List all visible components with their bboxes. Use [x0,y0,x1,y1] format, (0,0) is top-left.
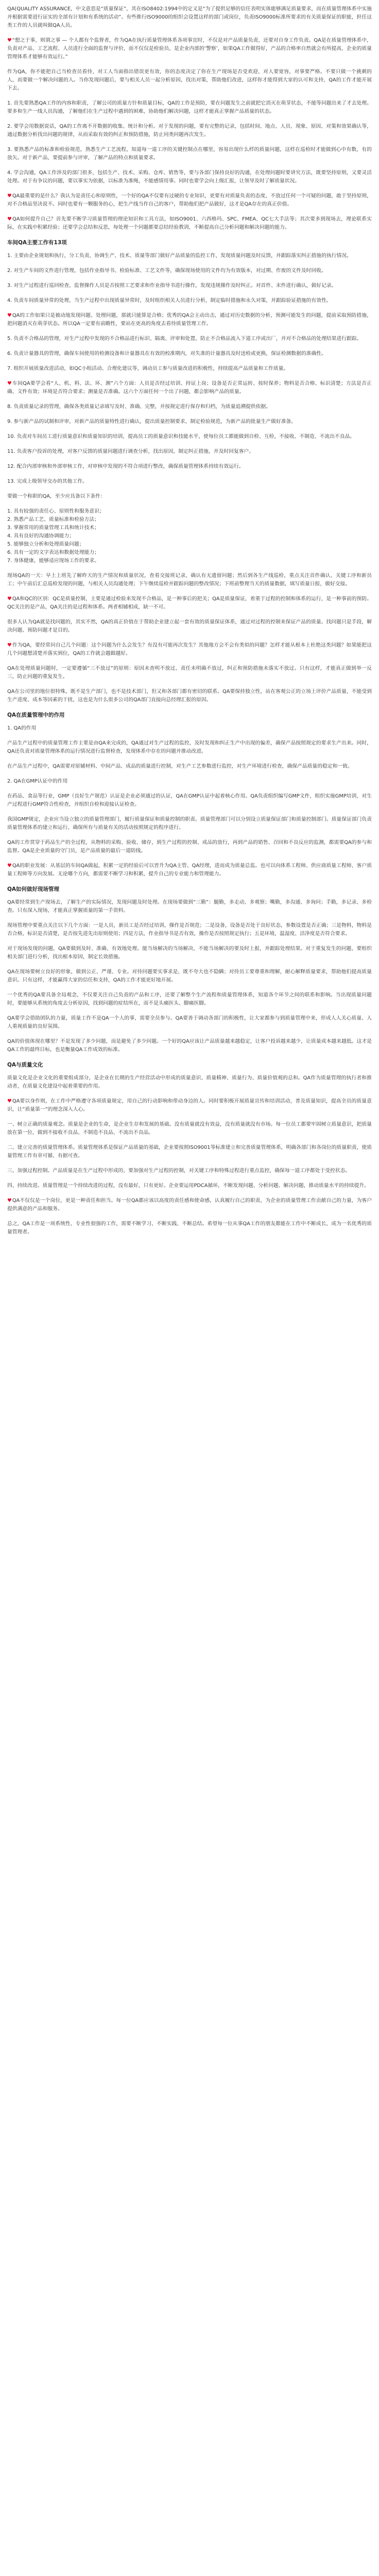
paragraph [7,1038,372,1054]
paragraph-text: 6. 负责计量器具的管理，确保车间使用的检测设备和计量器具在有效的校准期内，对失准的计量器具及时送检或更换，保证检测数据的准确性。 [7,351,326,357]
heart-icon: ♥ [7,193,12,199]
section-heading-text: QA与质量文化 [7,1062,43,1068]
paragraph-text: 2. 要学会用数据说话，QA的工作离不开数据的收集、统计和分析。对于发现的问题，要有完整的记录，包括时间、地点、人员、现象、原因、对策和效果确认等，通过数据分析找出问题的规律，从而采取有效的纠正和预防措施，防止同类问题再次发生。 [7,124,372,138]
paragraph [7,1014,372,1031]
paragraph-text: 作为QA，你不能把自己当检查员看待，对工人当面指出错误更有效，你的态度决定了你在生产现场是否受欢迎，对人要宽容，对事要严格。不要只做一个挑刺的人，而要做一个解决问题的人。当你发现问题后，要与相关人员一起分析原因，找出对策，帮助他们改进，这样你才能得到大家的认可和支持，QA的工作才能开展下去。 [7,69,372,91]
heart-icon: ♥ [7,381,12,386]
paragraph [7,297,372,305]
paragraph-text: QA的价值体现在哪里？不是发现了多少问题，而是避免了多少问题。一个好的QA应该让产品质量越来越稳定，让客户投诉越来越少，让质量成本越来越低。这才是QA工作的最终目标，也是衡量QA工作成效的标准。 [7,1039,372,1053]
list-item: 4. 具有良好的沟通协调能力； [7,533,75,539]
paragraph [7,922,372,938]
paragraph [7,1121,372,1137]
paragraph-text: QA在公司里的地位很特殊，既不是生产部门，也不是技术部门，但又和各部门都有密切的联系。QA要保持独立性，站在客观公正的立场上评价产品质量，不能受到生产进度、成本等因素的干扰，这也是为什么很多公司的QA部门直接向总经理汇报的原因。 [7,689,372,703]
paragraph-text: 在产品生产过程中，QA需要对原辅材料、中间产品、成品的质量进行控制，对生产工艺参数进行监控，对生产环境进行检查，确保产品质量的稳定和一致。 [7,764,353,769]
paragraph-text: QA的职业发展：从基层的车间QA做起，积累一定的经验后可以晋升为QA主管、QA经理，进而成为质量总监。也可以向体系工程师、供应商质量工程师、客户质量工程师等方向发展。无论哪个方向，都需要不断学习和积累，提升自己的专业能力和管理能力。 [7,863,372,877]
list-item: 1. 具有较强的责任心、原则性和服务意识； [7,509,105,514]
paragraph [7,5,372,30]
paragraph [7,448,372,456]
paragraph [7,192,372,209]
paragraph-text: 质量文化是企业文化的重要组成部分，是企业在长期的生产经营活动中形成的质量意识、质量精神、质量行为、质量价值观的总和。QA作为质量管理的执行者和推动者，在质量文化建设中起着重要的作用。 [7,1075,372,1089]
requirement-list [7,507,372,565]
heart-icon: ♥ [7,1198,12,1204]
paragraph [7,1167,372,1175]
paragraph-text: 8. 负责质量记录的管理，确保各类质量记录填写及时、准确、完整，并按规定进行保存和归档，为质量追溯提供依据。 [7,404,271,410]
paragraph [7,335,372,343]
paragraph-text: 现场QA的一天：早上上班先了解昨天的生产情况和质量状况，查看交接班记录，确认有无遗留问题；然后到各生产线巡检，重点关注首件确认、关键工序和新员工；中午前后汇总巡检发现的问题，与相关人员沟通处理；下午继续巡检并跟踪问题的整改情况；下班前整理当天的质量数据，填写质量日报，做好交接。 [7,573,372,587]
paragraph-text: 车间QA要学会看“人、机、料、法、环、测”六个方面：人员是否经过培训、持证上岗；设备是否正常运转、按时保养；物料是否合格、标识清楚；方法是否正确、文件有效；环境是否符合要求；测量是否准确。这六个方面任何一个出了问题，都会影响产品的质量。 [7,381,372,395]
paragraph [7,792,372,809]
paragraph-text: 我国GMP规定，企业应当设立独立的质量管理部门，履行质量保证和质量控制的职责。质量管理部门可以分别设立质量保证部门和质量控制部门。质量保证部门负责质量管理体系的建立和运行，确保所有与质量有关的活动按照规定的程序进行。 [7,817,372,831]
paragraph-text: QA要以身作则，在工作中严格遵守各项质量规定，用自己的行动影响和带动身边的人。同时要积极开展质量宣传和培训活动，普及质量知识，提高全员的质量意识，让“质量第一”的理念深入人心。 [7,1098,372,1112]
paragraph-text: 5. 负责不合格品的管理，对生产过程中发现的不合格品进行标识、隔离、评审和处置，防止不合格品流入下道工序或出厂，并对不合格品的处理结果进行跟踪。 [7,336,362,342]
paragraph-text: QA在现场要树立良好的形象，做到公正、严谨、专业。对待问题要实事求是，既不夸大也不隐瞒；对待员工要尊重和理解，耐心解释质量要求，帮助他们提高质量意识。只有这样，才能赢得大家的信任和支持，QA的工作才能更好地开展。 [7,969,372,983]
paragraph [7,493,372,501]
paragraph [7,816,372,832]
paragraph [7,169,372,185]
paragraph-text: 一、树立正确的质量观念。质量是企业的生命，是企业生存和发展的基础。没有质量就没有效益，没有质量就没有市场。每一位员工都要牢固树立质量意识，把质量放在第一位，做到不接收不良品、不制造不良品、不流出不良品。 [7,1122,372,1136]
paragraph [7,572,372,588]
paragraph [7,37,372,61]
paragraph-text: 很多人认为QA就是找问题的，其实不然，QA的真正价值在于帮助企业建立起一套有效的质量保证体系，通过对过程的控制来保证产品的质量。找问题只是手段，解决问题、预防问题才是目的。 [7,619,372,633]
list-item: 5. 能够独立分析和处理质量问题； [7,541,84,547]
paragraph-text: 4. 学会沟通，QA工作涉及的部门很多，包括生产、技术、采购、仓库、销售等，要与各部门保持良好的沟通，在处理问题时要讲究方法，既要坚持原则，又要灵活处理。对于有争议的问题，要以事实为依据，以标准为准绳，不能感情用事。同时也要学会向上级汇报，让领导及时了解质量状况。 [7,170,372,184]
paragraph-text: QA的工作如果只是被动地发现问题、处理问题，那就只能算是合格；优秀的QA会主动出击，通过对历史数据的分析，预测可能发生的问题，提前采取预防措施，把问题消灭在萌芽状态。所以QA一定要有前瞻性，要站在更高的角度去看待质量管理工作。 [7,313,372,327]
paragraph-text: 1. 首先要熟悉QA工作的内容和职责，了解公司的质量方针和质量目标，QA的工作是预防，要在问题发生之前就把它消灭在萌芽状态，不能等问题出来了才去处理。要多和生产一线人员沟通，了解他们在生产过程中遇到的困难，协助他们解决问题，这样才能真正掌握产品质量的状态。 [7,100,372,114]
paragraph-text: 7. 组织开展质量改进活动，如QC小组活动、合理化建议等，调动员工参与质量改进的积极性，持续提高产品质量和工作质量。 [7,366,289,371]
paragraph [7,463,372,471]
paragraph [7,777,372,786]
paragraph-text: 产品生产过程中的质量管理工作主要是由QA来完成的，QA通过对生产过程的监控，及时发现和纠正生产中出现的偏差，确保产品按照规定的要求生产出来。同时，QA还负责对质量管理体系的运行情况进行监督检查，发现体系中存在的问题并推动改进。 [7,740,372,754]
section-heading [7,239,372,247]
paragraph [7,1197,372,1213]
paragraph-text: QA要学会借助团队的力量，质量工作不是QA一个人的事，需要全员参与。QA要善于调动各部门的积极性，让大家都参与到质量管理中来，形成人人关心质量、人人重视质量的良好氛围。 [7,1015,372,1029]
paragraph-text: QA最重要的是什么？我认为是责任心和原则性，一个好的QA不仅要有过硬的专业知识，更要有对质量负责的态度，不放过任何一个可疑的问题，敢于坚持原则，对不合格品坚决说不。同时也要有一颗服务的心，把生产线当作自己的客户，帮助他们把产品做好，这才是QA存在的真正价值。 [7,193,372,207]
paragraph-text: 三、加强过程控制。产品质量是在生产过程中形成的，要加强对生产过程的控制，对关键工序和特殊过程进行重点监控，确保每一道工序都处于受控状态。 [7,1168,351,1174]
heart-icon: ♥ [7,596,12,602]
heart-icon: ♥ [7,216,12,222]
list-item: 6. 具有一定的文字表达和数据处理能力； [7,550,100,555]
paragraph-text: 一个优秀的QA要具备全局观念，不仅要关注自己负责的产品和工序，还要了解整个生产流程和质量管理体系，知道各个环节之间的联系和影响。当出现质量问题时，要能够从系统的角度去分析原因，找到问题的症结所在，而不是头痛医头、脚痛医脚。 [7,992,372,1006]
section-heading-text: QA如何做好现场管理 [7,886,60,892]
paragraph [7,724,372,733]
paragraph-text: 11. 负责客户投诉的处理，对客户反馈的质量问题进行调查分析，找出原因，制定纠正措施，并及时回复客户。 [7,449,254,454]
paragraph [7,403,372,411]
paragraph [7,595,372,612]
paragraph [7,968,372,985]
paragraph-text: 3. 对生产过程进行巡回检查，监督操作人员是否按照工艺要求和作业指导书进行操作，发现违规操作及时纠正。对首件、末件进行确认，做好记录。 [7,283,337,289]
paragraph [7,282,372,290]
paragraph-text: QA在处理质量问题时，一定要遵循“三不放过”的原则：原因未查明不放过，责任未明确不放过，纠正和预防措施未落实不放过。只有这样，才能真正做到举一反三，防止问题的重复发生。 [7,666,372,680]
paragraph-text: 13. 完成上级领导交办的其他工作。 [7,479,88,484]
paragraph [7,665,372,681]
heart-icon: ♥ [7,863,12,869]
section-heading [7,711,372,719]
paragraph [7,312,372,328]
paragraph-text: 对于现场发现的问题，QA要做到及时、准确、有效地处理。能当场解决的当场解决，不能当场解决的要及时上报，并跟踪处理结果。对于重复发生的问题，要组织相关部门进行分析，找出根本原因，制定长效措施。 [7,946,372,960]
paragraph-text: 1. 主要由企业规划和执行，分工负责，协调生产、技术、质量等部门做好产品质量的监控工作，发现质量问题及时反馈，并跟踪落实纠正措施的执行情况。 [7,253,352,259]
paragraph [7,839,372,855]
paragraph-text: 9. 参与新产品的试制和评审，对新产品的质量特性进行确认，提出质量控制要求，制定检验规范，为新产品的批量生产做好准备。 [7,419,297,425]
paragraph [7,380,372,396]
paragraph [7,1074,372,1091]
paragraph-text: 作为QA，要经常问自己几个问题：这个问题为什么会发生？有没有可能再次发生？其他地方会不会有类似的问题？怎样才能从根本上杜绝这类问题？如果能把这几个问题想清楚并落实到位，QA的工作就会越做越好。 [7,642,372,656]
paragraph-text: 1. QA的作用 [7,725,37,731]
heart-icon: ♥ [7,1098,12,1104]
paragraph [7,418,372,426]
paragraph [7,215,372,232]
paragraph-text: 总之，QA工作是一项系统性、专业性很强的工作，需要不断学习、不断实践、不断总结。希望每一位从事QA工作的朋友都能在工作中不断成长，成为一名优秀的质量管理者。 [7,1221,372,1235]
paragraph [7,739,372,756]
paragraph-text: QA如何提升自己？首先要不断学习质量管理的理论知识和工具方法，如ISO9001、六西格玛、SPC、FMEA、QC七大手法等；其次要多到现场去，理论联系实际，在实践中积累经验；还要学会总结和反思，每处理一个问题都要总结经验教训，不断提高自己分析问题和解决问题的能力。 [7,216,372,230]
paragraph-text: QA要经常到生产现场去，了解生产的实际情况，发现问题及时处理。在现场要做到“三勤”：腿勤，多走动、多观察；嘴勤，多沟通、多询问；手勤，多记录、多检查。只有深入现场，才能真正掌握质量的第一手资料。 [7,900,372,913]
paragraph-text: 2. QA在GMP认证中的作用 [7,778,68,784]
paragraph-text: 二、建立完善的质量管理体系。质量管理体系是保证产品质量的基础，企业要按照ISO9001等标准建立和完善质量管理体系，明确各部门和各岗位的质量职责，使质量管理工作有章可循、有据可查。 [7,1145,372,1159]
section-heading [7,885,372,893]
paragraph-text: QA的工作贯穿于药品生产的全过程，从物料的采购、验收、储存，到生产过程的控制、成品的放行，再到产品的销售、召回和不良反应的监测，都需要QA的参与和监督。QA是企业质量的守门员，是产品质量的最后一道防线。 [7,840,372,854]
paragraph [7,1182,372,1190]
list-item: 2. 熟悉产品工艺、质量标准和检验方法； [7,517,100,522]
paragraph-text: 在药品、食品等行业，GMP（良好生产规范）认证是企业必须通过的认证，QA在GMP认证中起着核心作用。QA负责组织编写GMP文件，组织实施GMP培训，对生产过程进行GMP符合性检查，并组织自检和迎接认证检查。 [7,793,372,807]
paragraph [7,762,372,771]
paragraph-text: 四、持续改进。质量管理是一个持续改进的过程，没有最好，只有更好。企业要运用PDCA循环，不断发现问题、分析问题、解决问题，推动质量水平的持续提升。 [7,1183,369,1189]
paragraph-text: 4. 负责车间质量异常的处理，当生产过程中出现质量异常时，及时组织相关人员进行分析，制定临时措施和永久对策，并跟踪验证措施的有效性。 [7,298,332,303]
paragraph [7,123,372,139]
paragraph [7,252,372,260]
paragraph [7,146,372,162]
section-heading-text: QA在质量管理中的作用 [7,712,65,718]
paragraph [7,618,372,635]
paragraph-text: QA(QUALITY ASSURANCE，中文意思是“质量保证”，其在ISO8402:1994中的定义是“为了提供足够的信任表明实体能够满足质量要求，而在质量管理体系中实施并根据需要进行证实的全部有计划和有系统的活动”。有些推行ISO9000的组织会设置这样的部门或岗位，负责ISO9000标准所要求的有关质量保证的职能，担任这类工作的人员就叫做QA人员。 [7,6,372,28]
heart-icon: ♥ [7,38,12,43]
paragraph [7,1144,372,1160]
paragraph [7,478,372,486]
paragraph-text: QA不仅仅是一个岗位，更是一种责任和担当。每一位QA都应该以高度的责任感和使命感，认真履行自己的职责，为企业的质量管理工作贡献自己的力量，为客户提供满意的产品和服务。 [7,1198,372,1212]
list-item: 3. 掌握常用的质量管理工具和统计技术； [7,525,100,531]
paragraph-text: 12. 配合内部审核和外部审核工作，对审核中发现的不符合项进行整改，确保质量管理体系持续有效运行。 [7,464,244,469]
heart-icon: ♥ [7,642,12,648]
paragraph [7,688,372,704]
paragraph-text: QA和QC的区别：QC是质量控制，主要是通过检验来发现不合格品，是一种事后的把关；QA是质量保证，着重于过程的控制和体系的运行，是一种事前的预防。QC关注的是产品，QA关注的是过程和体系。两者相辅相成，缺一不可。 [7,596,372,610]
paragraph-text: 10. 负责对车间员工进行质量意识和质量知识的培训，提高员工的质量意识和技能水平，使每位员工都能做到自检、互检，不接收、不制造、不流出不良品。 [7,434,355,439]
paragraph-text: 现场管理中要重点关注以下几个方面：一是人员，新员工是否经过培训，操作是否规范；二是设备，设备是否处于良好状态，参数设置是否正确；三是物料，物料是否合格，标识是否清楚，是否按先进先出原则使用；四是方法，作业指导书是否有效，操作是否按照规定执行；五是环境，温湿度、洁净度是否符合要求。 [7,923,372,937]
paragraph-text: 2. 对生产车间的文件进行管理，包括作业指导书、检验标准、工艺文件等，确保现场使用的文件均为有效版本，对过期、作废的文件及时回收。 [7,268,326,274]
section-heading-text: 车间QA主要工作有13项 [7,240,67,246]
paragraph [7,99,372,116]
paragraph-text: “想之于事，则谓之事 — 个人都有个监督者，作为QA在执行质量管理体系各项事宜时，不仅是对产品质量负责，还要对自身工作负责。QA是在质量管理体系中，负责对产品、工艺流程、人员进行全面的监督与评价，而不仅仅是检验员，是企业内部的‘警察’，如果QA工作做得好，产品的合格率自然就会有所提高，企业的质量管理体系才能够有效运行。” [7,38,372,60]
paragraph [7,1097,372,1114]
paragraph [7,267,372,275]
paragraph [7,68,372,93]
paragraph-text: 3. 要熟悉产品的标准和检验规范，熟悉生产工艺流程，知道每一道工序的关键控制点在哪里，容易出现什么样的质量问题，这样在巡检时才能做到心中有数，有的放矢。对于新产品，要提前参与评审，了解产品的特点和质量要求。 [7,147,372,161]
paragraph [7,991,372,1008]
list-item: 7. 身体健康，能够适应现场工作的要求。 [7,558,100,564]
paragraph [7,365,372,373]
paragraph [7,1220,372,1236]
paragraph-text: 要做一个称职的QA，至少应具备以下条件： [7,494,106,499]
paragraph [7,641,372,658]
paragraph [7,899,372,915]
paragraph [7,433,372,441]
paragraph [7,862,372,878]
paragraph [7,945,372,961]
section-heading [7,1061,372,1069]
heart-icon: ♥ [7,313,12,318]
paragraph [7,350,372,358]
